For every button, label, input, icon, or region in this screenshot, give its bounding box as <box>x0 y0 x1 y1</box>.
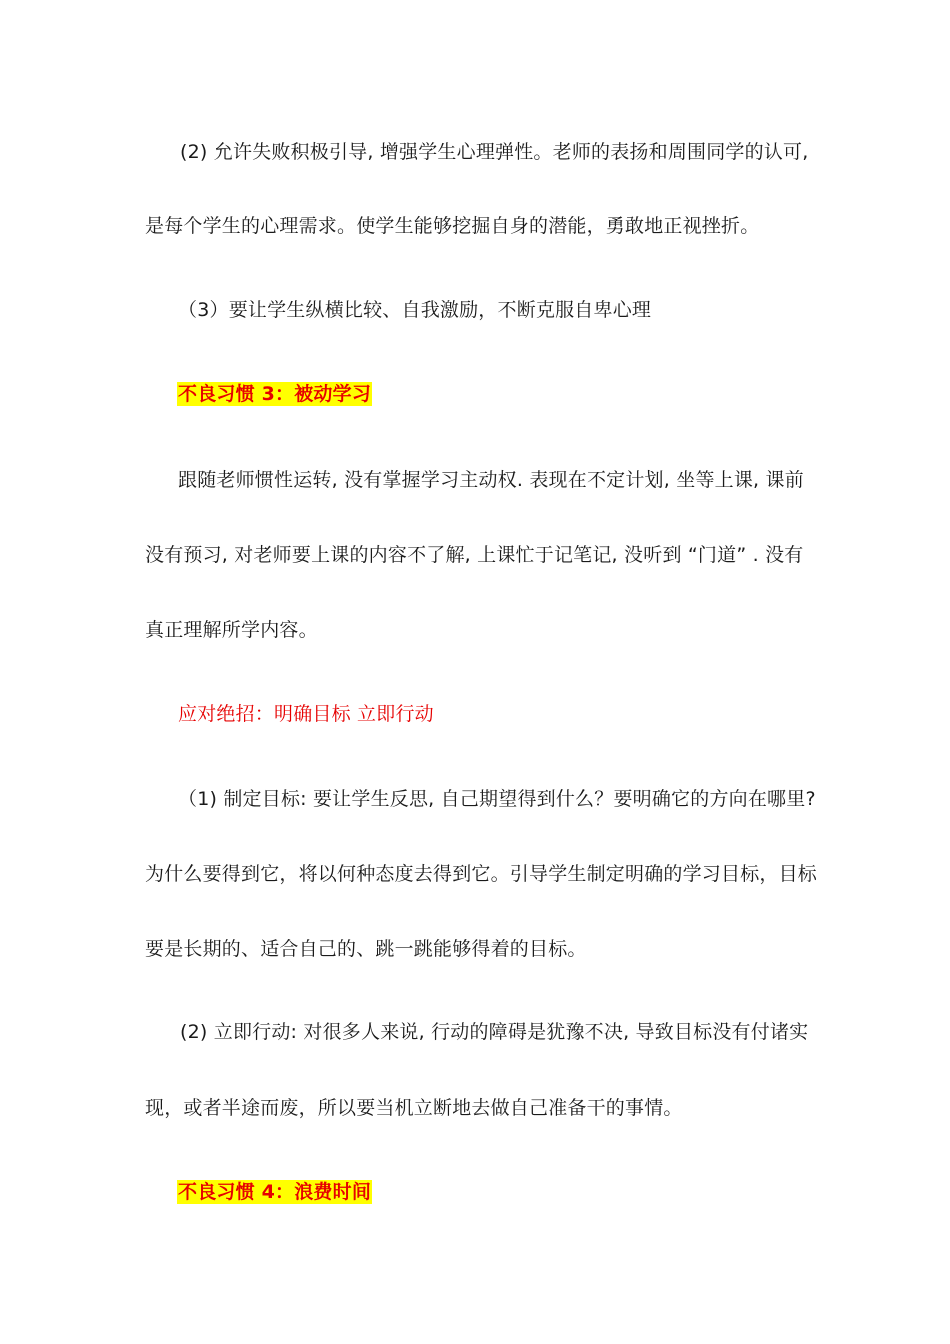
heading-bad-habit-4: 不良习惯 4：浪费时间 <box>178 1181 372 1203</box>
paragraph-3-line-1: 跟随老师惯性运转, 没有掌握学习主动权. 表现在不定计划, 坐等上课, 课前 <box>178 469 804 491</box>
paragraph-4-line-2: 为什么要得到它，将以何种态度去得到它。引导学生制定明确的学习目标，目标 <box>145 863 818 885</box>
paragraph-5-line-1: (2) 立即行动: 对很多人来说, 行动的障碍是犹豫不决, 导致目标没有付诸实 <box>180 1021 809 1043</box>
paragraph-4-line-1: （1) 制定目标: 要让学生反思, 自己期望得到什么？要明确它的方向在哪里? <box>178 788 816 810</box>
paragraph-2-line-1: （3）要让学生纵横比较、自我激励，不断克服自卑心理 <box>178 299 652 321</box>
paragraph-4-line-3: 要是长期的、适合自己的、跳一跳能够得着的目标。 <box>145 938 587 960</box>
paragraph-3-line-2: 没有预习, 对老师要上课的内容不了解, 上课忙于记笔记, 没听到 “门道” . 没有 <box>145 544 804 566</box>
heading-bad-habit-3: 不良习惯 3：被动学习 <box>178 383 372 405</box>
paragraph-1-line-1: (2) 允许失败积极引导, 增强学生心理弹性。老师的表扬和周围同学的认可, <box>180 141 809 163</box>
strategy-heading-3: 应对绝招：明确目标 立即行动 <box>178 703 434 725</box>
paragraph-1-line-2: 是每个学生的心理需求。使学生能够挖掘自身的潜能，勇敢地正视挫折。 <box>145 215 760 237</box>
paragraph-5-line-2: 现，或者半途而废，所以要当机立断地去做自己准备干的事情。 <box>145 1097 683 1119</box>
paragraph-3-line-3: 真正理解所学内容。 <box>145 619 318 641</box>
